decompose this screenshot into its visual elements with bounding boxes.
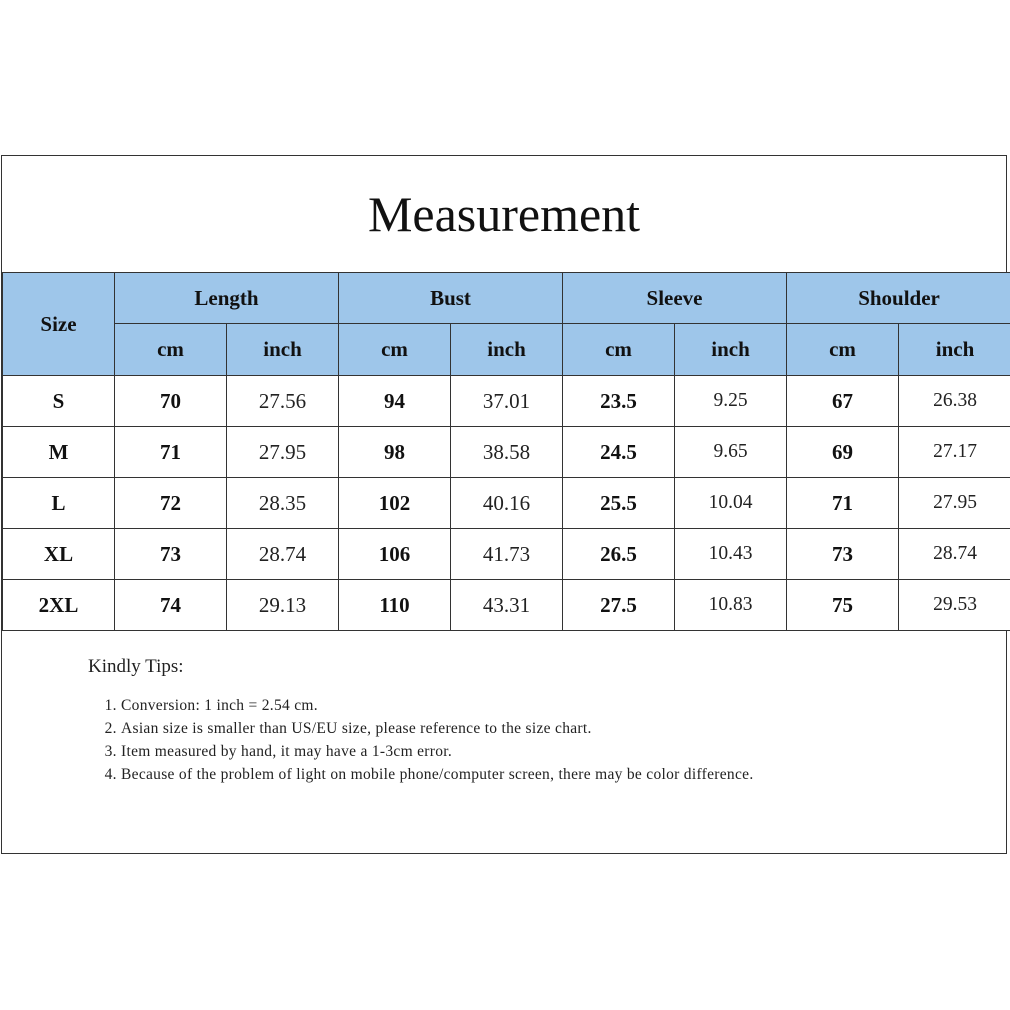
shoulder-cm-cell: 69 (787, 427, 899, 478)
sleeve-cm-cell: 26.5 (563, 529, 675, 580)
shoulder-cm-cell: 71 (787, 478, 899, 529)
sleeve-cm-cell: 27.5 (563, 580, 675, 631)
length-inch-cell: 27.95 (227, 427, 339, 478)
size-cell: S (3, 376, 115, 427)
unit-header: cm (339, 324, 451, 376)
sleeve-inch-cell: 10.43 (675, 529, 787, 580)
unit-header: inch (899, 324, 1010, 376)
bust-cm-cell: 106 (339, 529, 451, 580)
length-cm-cell: 72 (115, 478, 227, 529)
length-inch-cell: 28.74 (227, 529, 339, 580)
tips-title: Kindly Tips: (88, 656, 184, 677)
bust-inch-cell: 38.58 (451, 427, 563, 478)
chart-title: Measurement (367, 186, 641, 242)
sleeve-inch-cell: 9.65 (675, 427, 787, 478)
size-table (2, 272, 1010, 631)
size-cell: M (3, 427, 115, 478)
tip-item: 3. Item measured by hand, it may have a 1-3cm error. (121, 740, 948, 763)
length-inch-cell: 29.13 (227, 580, 339, 631)
length-inch-cell: 28.35 (227, 478, 339, 529)
table-row (3, 529, 1010, 580)
bust-cm-cell: 94 (339, 376, 451, 427)
bust-inch-cell: 41.73 (451, 529, 563, 580)
tip-item: 1. Conversion: 1 inch = 2.54 cm. (121, 694, 948, 717)
unit-header: cm (115, 324, 227, 376)
bust-inch-cell: 37.01 (451, 376, 563, 427)
shoulder-inch-cell: 26.38 (899, 376, 1010, 427)
sleeve-inch-cell: 10.04 (675, 478, 787, 529)
shoulder-cm-cell: 67 (787, 376, 899, 427)
bust-inch-cell: 43.31 (451, 580, 563, 631)
shoulder-inch-cell: 29.53 (899, 580, 1010, 631)
size-cell: L (3, 478, 115, 529)
length-cm-cell: 71 (115, 427, 227, 478)
unit-header: inch (227, 324, 339, 376)
sleeve-header: Sleeve (563, 273, 787, 324)
size-cell: XL (3, 529, 115, 580)
bust-cm-cell: 98 (339, 427, 451, 478)
sleeve-inch-cell: 10.83 (675, 580, 787, 631)
table-row (3, 580, 1010, 631)
unit-header: inch (451, 324, 563, 376)
bust-cm-cell: 102 (339, 478, 451, 529)
size-cell: 2XL (3, 580, 115, 631)
length-cm-cell: 73 (115, 529, 227, 580)
table-row (3, 478, 1010, 529)
sleeve-cm-cell: 25.5 (563, 478, 675, 529)
length-inch-cell: 27.56 (227, 376, 339, 427)
table-row (3, 427, 1010, 478)
bust-header: Bust (339, 273, 563, 324)
bust-inch-cell: 40.16 (451, 478, 563, 529)
kindly-tips (88, 656, 948, 786)
shoulder-inch-cell: 27.95 (899, 478, 1010, 529)
unit-header: cm (787, 324, 899, 376)
length-cm-cell: 70 (115, 376, 227, 427)
shoulder-cm-cell: 73 (787, 529, 899, 580)
table-row (3, 376, 1010, 427)
length-cm-cell: 74 (115, 580, 227, 631)
size-chart-frame (1, 155, 1007, 854)
tips-list (88, 694, 948, 786)
sleeve-inch-cell: 9.25 (675, 376, 787, 427)
sleeve-cm-cell: 23.5 (563, 376, 675, 427)
size-column-header: Size (3, 273, 115, 376)
bust-cm-cell: 110 (339, 580, 451, 631)
tip-item: 4. Because of the problem of light on mobile phone/computer screen, there may be color difference. (121, 763, 948, 786)
tip-item: 2. Asian size is smaller than US/EU size, please reference to the size chart. (121, 717, 948, 740)
unit-header: cm (563, 324, 675, 376)
shoulder-cm-cell: 75 (787, 580, 899, 631)
sleeve-cm-cell: 24.5 (563, 427, 675, 478)
unit-header: inch (675, 324, 787, 376)
shoulder-inch-cell: 28.74 (899, 529, 1010, 580)
header-row-groups (3, 273, 1010, 324)
header-row-units (3, 324, 1010, 376)
shoulder-header: Shoulder (787, 273, 1010, 324)
shoulder-inch-cell: 27.17 (899, 427, 1010, 478)
length-header: Length (115, 273, 339, 324)
